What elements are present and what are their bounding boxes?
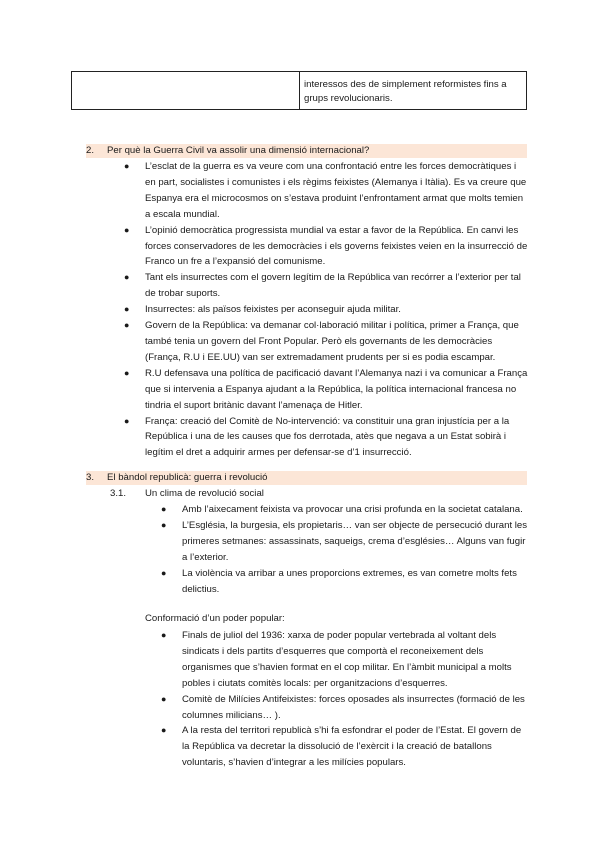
list-item: ● R.U defensava una política de pacificació davant l’Alemanya nazi i va comunicar a França que si intervenia a Espanya ajudant a la República, la política internacional francesa no tindria el suport britànic davant l’amenaça de Hitler. bbox=[124, 367, 528, 411]
list-item: ● L’Església, la burgesia, els propietaris… van ser objecte de persecució durant les primeres setmanes: assassinats, saqueigs, crema d’esglésies… Alguns van fugir a l’exterior. bbox=[161, 519, 528, 563]
list-item: ● França: creació del Comitè de No-intervenció: va constituir una gran injustícia per a la República i una de les causes que fos derrotada, atès que negava a un Estat sobirà i legítim el dret a adquirir armes per defensar-se d’1 insurrecció. bbox=[124, 415, 510, 459]
list-item: ● Finals de juliol del 1936: xarxa de poder popular vertebrada al voltant dels sindicats i dels partits d’esquerres que comportà el reconeixement dels organismes que s’havien format en el cop militar. En l’àmbit municipal a molts pobles i ciutats comitès locals: per organitzacions d’esquerres. bbox=[161, 630, 512, 689]
subsection-number: 3.1. bbox=[110, 488, 127, 499]
section-3-heading bbox=[86, 471, 527, 485]
paragraph-heading: Conformació d’un poder popular: bbox=[145, 613, 285, 624]
subsection-title: Un clima de revolució social bbox=[145, 488, 264, 499]
list-item: ● La violència va arribar a unes proporcions extremes, es van cometre molts fets delictius. bbox=[161, 567, 517, 595]
bullet-icon: ● bbox=[161, 725, 167, 736]
section-2-heading bbox=[86, 144, 527, 158]
bullet-icon: ● bbox=[124, 272, 130, 283]
list-item: ● L’opinió democràtica progressista mundial va estar a favor de la República. En canvi les forces conservadores de les democràcies i els governs feixistes veien en la insurrecció de Franco un fre a l’expansió del comunisme. bbox=[124, 224, 528, 268]
section-3-number: 3. bbox=[86, 472, 95, 483]
section-2-title: Per què la Guerra Civil va assolir una dimensió internacional? bbox=[107, 145, 370, 156]
bullet-icon: ● bbox=[161, 567, 167, 578]
list-item: ● A la resta del territori republicà s’hi fa esfondrar el poder de l’Estat. El govern de la República va decretar la dissolució de l’exèrcit i la creació de batallons voluntaris, s’havien d’integrar a les milícies populars. bbox=[161, 725, 522, 769]
list-item: ● L’esclat de la guerra es va veure com una confrontació entre les forces democràtiques i en part, socialistes i comunistes i els règims feixistes (Alemanya i Itàlia). Es va creure que Espanya era el microcosmos on s’estava produint l’enfrontament armat que molts temien a escala mundial. bbox=[124, 161, 527, 220]
bullet-icon: ● bbox=[124, 161, 130, 171]
table-cell-left bbox=[72, 72, 300, 109]
subsection-list-b bbox=[161, 628, 528, 771]
bullet-icon: ● bbox=[124, 224, 130, 235]
section-2-list bbox=[124, 159, 529, 461]
list-item: ● Comitè de Milícies Antifeixistes: forces oposades als insurrectes (formació de les columnes milicians… ). bbox=[161, 693, 525, 721]
bullet-icon: ● bbox=[161, 693, 167, 704]
bullet-icon: ● bbox=[161, 519, 167, 530]
section-2-number: 2. bbox=[86, 145, 95, 156]
subsection-list-a bbox=[161, 502, 528, 597]
table-fragment bbox=[71, 71, 527, 110]
list-item: ● Insurrectes: als països feixistes per aconseguir ajuda militar. bbox=[145, 302, 529, 318]
bullet-icon: ● bbox=[124, 415, 130, 426]
list-item: ● Tant els insurrectes com el govern legítim de la República van recórrer a l’exterior per tal de trobar suports. bbox=[124, 272, 521, 300]
bullet-icon: ● bbox=[161, 630, 167, 640]
bullet-icon: ● bbox=[161, 504, 167, 514]
list-item: ● Amb l’aixecament feixista va provocar una crisi profunda en la societat catalana. bbox=[182, 502, 528, 518]
section-3-title: El bàndol republicà: guerra i revolució bbox=[107, 472, 268, 483]
table-cell-right: interessos des de simplement reformistes fins a grups revolucionaris. bbox=[304, 79, 507, 104]
list-item: ● Govern de la República: va demanar col·laboració militar i política, primer a França, que també tenia un govern del Front Popular. Però els governants de les democràcies (França, R.U i EE.UU) van ser extremadament prudents per si es podia escampar. bbox=[124, 320, 519, 363]
bullet-icon: ● bbox=[124, 304, 130, 315]
bullet-icon: ● bbox=[124, 367, 130, 378]
bullet-icon: ● bbox=[124, 320, 130, 331]
